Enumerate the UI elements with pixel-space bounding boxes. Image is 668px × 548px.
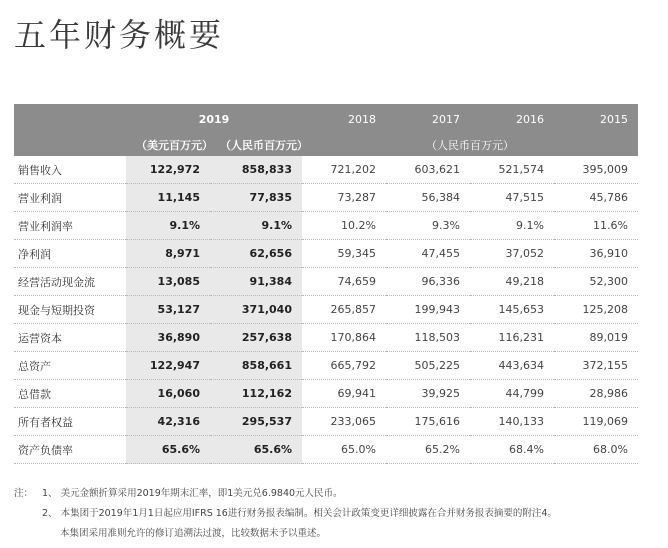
row-label: 所有者权益 <box>14 408 126 436</box>
header-empty-cell <box>14 104 126 134</box>
header-year-2016: 2016 <box>470 104 554 134</box>
value-2018: 665,792 <box>302 352 386 380</box>
value-2016: 37,052 <box>470 240 554 268</box>
value-2015: 28,986 <box>554 380 638 408</box>
value-2017: 199,943 <box>386 296 470 324</box>
header-unit-usd: （美元百万元） <box>126 134 210 156</box>
table-row <box>14 352 638 380</box>
value-2019-usd: 42,316 <box>126 408 210 436</box>
table-row <box>14 156 638 184</box>
footnote-2: 2、 本集团于2019年1月1日起应用IFRS 16进行财务报表编制。相关会计政策变更详细披露在合并财务报表摘要的附注4。 <box>42 508 557 519</box>
value-2019-rmb: 858,833 <box>210 156 302 184</box>
header-unit-rmb: （人民币百万元） <box>210 134 302 156</box>
value-2017: 65.2% <box>386 436 470 464</box>
value-2018: 65.0% <box>302 436 386 464</box>
row-label: 运营资本 <box>14 324 126 352</box>
value-2019-usd: 122,972 <box>126 156 210 184</box>
value-2019-usd: 53,127 <box>126 296 210 324</box>
value-2018: 721,202 <box>302 156 386 184</box>
value-2015: 119,069 <box>554 408 638 436</box>
footnote-1: 1、 美元金额折算采用2019年期末汇率，即1美元兑6.9840元人民币。 <box>42 488 343 499</box>
value-2017: 9.3% <box>386 212 470 240</box>
table-row <box>14 436 638 464</box>
header-year-row <box>14 104 638 134</box>
value-2019-rmb: 858,661 <box>210 352 302 380</box>
value-2019-rmb: 65.6% <box>210 436 302 464</box>
row-label: 总资产 <box>14 352 126 380</box>
value-2016: 145,653 <box>470 296 554 324</box>
value-2016: 443,634 <box>470 352 554 380</box>
value-2015: 52,300 <box>554 268 638 296</box>
header-unit-row <box>14 134 638 156</box>
value-2015: 395,009 <box>554 156 638 184</box>
value-2018: 265,857 <box>302 296 386 324</box>
value-2017: 175,616 <box>386 408 470 436</box>
value-2017: 39,925 <box>386 380 470 408</box>
value-2015: 36,910 <box>554 240 638 268</box>
row-label: 现金与短期投资 <box>14 296 126 324</box>
value-2019-rmb: 62,656 <box>210 240 302 268</box>
value-2015: 68.0% <box>554 436 638 464</box>
value-2017: 47,455 <box>386 240 470 268</box>
table-row <box>14 240 638 268</box>
value-2019-rmb: 371,040 <box>210 296 302 324</box>
value-2017: 118,503 <box>386 324 470 352</box>
header-year-2017: 2017 <box>386 104 470 134</box>
value-2016: 68.4% <box>470 436 554 464</box>
value-2015: 11.6% <box>554 212 638 240</box>
value-2019-rmb: 295,537 <box>210 408 302 436</box>
value-2019-usd: 11,145 <box>126 184 210 212</box>
row-label: 营业利润 <box>14 184 126 212</box>
footnote-3: 本集团采用准则允许的修订追溯法过渡，比较数据未予以重述。 <box>60 528 327 539</box>
value-2019-usd: 8,971 <box>126 240 210 268</box>
table-body <box>14 156 638 464</box>
header-year-2015: 2015 <box>554 104 638 134</box>
value-2019-usd: 122,947 <box>126 352 210 380</box>
header-year-2018: 2018 <box>302 104 386 134</box>
value-2019-usd: 9.1% <box>126 212 210 240</box>
value-2019-rmb: 91,384 <box>210 268 302 296</box>
value-2018: 69,941 <box>302 380 386 408</box>
table-row <box>14 184 638 212</box>
value-2019-usd: 16,060 <box>126 380 210 408</box>
value-2016: 140,133 <box>470 408 554 436</box>
value-2016: 116,231 <box>470 324 554 352</box>
footnote-lead: 注： <box>14 488 34 499</box>
value-2018: 10.2% <box>302 212 386 240</box>
value-2018: 170,864 <box>302 324 386 352</box>
value-2019-rmb: 112,162 <box>210 380 302 408</box>
table-row <box>14 380 638 408</box>
value-2018: 59,345 <box>302 240 386 268</box>
table-row <box>14 268 638 296</box>
value-2017: 603,621 <box>386 156 470 184</box>
value-2015: 45,786 <box>554 184 638 212</box>
value-2018: 74,659 <box>302 268 386 296</box>
value-2019-usd: 36,890 <box>126 324 210 352</box>
table-row <box>14 408 638 436</box>
value-2015: 89,019 <box>554 324 638 352</box>
header-unit-rmb-span: （人民币百万元） <box>302 134 638 156</box>
table-row <box>14 296 638 324</box>
value-2019-rmb: 77,835 <box>210 184 302 212</box>
header-year-2019: 2019 <box>126 104 302 134</box>
row-label: 经营活动现金流 <box>14 268 126 296</box>
value-2017: 56,384 <box>386 184 470 212</box>
value-2019-usd: 13,085 <box>126 268 210 296</box>
value-2017: 505,225 <box>386 352 470 380</box>
value-2016: 521,574 <box>470 156 554 184</box>
value-2019-rmb: 9.1% <box>210 212 302 240</box>
table-row <box>14 212 638 240</box>
row-label: 总借款 <box>14 380 126 408</box>
value-2016: 44,799 <box>470 380 554 408</box>
page-title: 五年财务概要 <box>14 16 225 54</box>
value-2016: 49,218 <box>470 268 554 296</box>
value-2019-usd: 65.6% <box>126 436 210 464</box>
header-empty-cell <box>14 134 126 156</box>
value-2018: 73,287 <box>302 184 386 212</box>
value-2015: 125,208 <box>554 296 638 324</box>
table-row <box>14 324 638 352</box>
row-label: 资产负债率 <box>14 436 126 464</box>
row-label: 营业利润率 <box>14 212 126 240</box>
value-2019-rmb: 257,638 <box>210 324 302 352</box>
value-2017: 96,336 <box>386 268 470 296</box>
financial-summary-table <box>14 104 638 464</box>
value-2016: 47,515 <box>470 184 554 212</box>
value-2015: 372,155 <box>554 352 638 380</box>
row-label: 销售收入 <box>14 156 126 184</box>
value-2016: 9.1% <box>470 212 554 240</box>
row-label: 净利润 <box>14 240 126 268</box>
value-2018: 233,065 <box>302 408 386 436</box>
